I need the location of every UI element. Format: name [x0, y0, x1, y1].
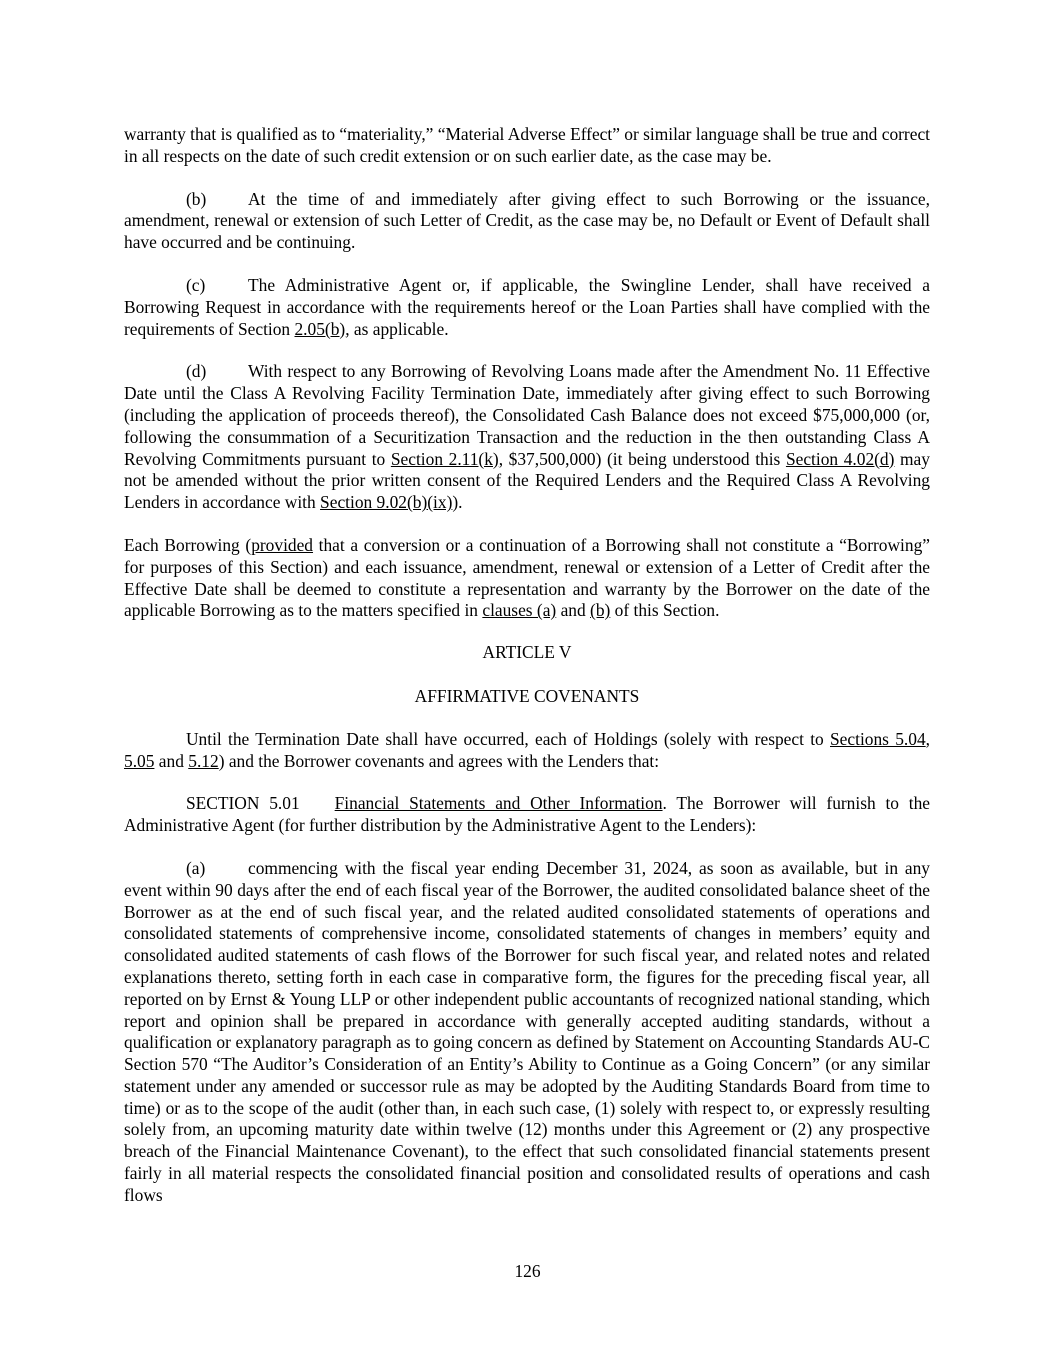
article-title: AFFIRMATIVE COVENANTS	[414, 685, 640, 706]
clause-b-label: (b)	[186, 188, 207, 209]
clause-d-label: (d)	[186, 361, 207, 382]
clause-a-label: (a)	[186, 857, 206, 878]
until-paragraph: Until the Termination Date shall have occurred, each of Holdings (solely with respect to Sections 5.04, 5.05 and 5.12) and the Borrower covenants and agrees with the Lenders that:	[124, 728, 930, 771]
clause-b-ref: (b)	[590, 600, 611, 621]
document-page	[124, 124, 930, 1207]
section-ref-2-11k: Section 2.11(k)	[390, 448, 499, 469]
section-5-05-ref: 5.05	[124, 750, 155, 771]
clauses-a-ref: clauses (a)	[482, 600, 557, 621]
clause-b-paragraph: (b) At the time of and immediately after giving effect to such Borrowing or the issuance, amendment, renewal or extension of such Letter of Credit, as the case may be, no Default or Event of Default shall have occurred and be continuing.	[124, 188, 930, 253]
section-ref-2-05b: 2.05(b)	[294, 318, 346, 339]
article-number: ARTICLE V	[482, 642, 572, 663]
each-borrowing-paragraph: Each Borrowing (provided that a conversion or a continuation of a Borrowing shall not constitute a “Borrowing” for purposes of this Section) and each issuance, amendment, renewal or extension of a Letter of Credit after the Effective Date shall be deemed to constitute a representation and warranty by the Borrower on the date of the applicable Borrowing as to the matters specified in clauses (a) and (b) of this Section.	[124, 534, 930, 621]
clause-c-paragraph: (c) The Administrative Agent or, if applicable, the Swingline Lender, shall have received a Borrowing Request in accordance with the requirements hereof or the Loan Parties shall have complied with the requirements of Section 2.05(b), as applicable.	[124, 274, 930, 339]
clause-d-paragraph: (d) With respect to any Borrowing of Revolving Loans made after the Amendment No. 11 Effective Date until the Class A Revolving Facility Termination Date, immediately after giving effect to such Borrowing (including the application of proceeds thereof), the Consolidated Cash Balance does not exceed $75,000,000 (or, following the consummation of a Securitization Transaction and the reduction in the then outstanding Class A Revolving Commitments pursuant to Section 2.11(k), $37,500,000) (it being understood this Section 4.02(d) may not be amended without the prior written consent of the Required Lenders and the Required Class A Revolving Lenders in accordance with Section 9.02(b)(ix)).	[124, 361, 930, 513]
section-5-12-ref: 5.12	[188, 750, 219, 771]
page-number: 126	[514, 1261, 541, 1281]
sections-5-04-ref: Sections 5.04	[830, 728, 926, 749]
section-ref-9-02bix: Section 9.02(b)(ix)	[320, 492, 453, 513]
clause-c-label: (c)	[186, 274, 206, 295]
section-5-01-heading: Financial Statements and Other Information	[334, 793, 663, 814]
clause-a-paragraph: (a) commencing with the fiscal year ending December 31, 2024, as soon as available, but in any event within 90 days after the end of each fiscal year of the Borrower, the audited consolidated balance sheet of the Borrower as at the end of such fiscal year, and the related audited consolidated statements of operations and consolidated statements of comprehensive income, consolidated statements of changes in members’ equity and consolidated audited statements of cash flows of the Borrower for such fiscal year, and related notes and related explanations thereto, setting forth in each case in comparative form, the figures for the preceding fiscal year, all reported on by Ernst & Young LLP or other independent public accountants of recognized national standing, which report and opinion shall be prepared in accordance with generally accepted auditing standards, without a qualification or explanatory paragraph as to going concern as defined by Statement on Accounting Standards AU-C Section 570 “The Auditor’s Consideration of an Entity’s Ability to Continue as a Going Concern” (or any similar statement under any amended or successor rule as may be adopted by the Auditing Standards Board from time to time) or as to the scope of the audit (other than, in each such case, (1) solely with respect to, or expressly resulting solely from, an upcoming maturity date within twelve (12) months under this Agreement or (2) any prospective breach of the Financial Maintenance Covenant), to the effect that such consolidated financial statements present fairly in all material respects the consolidated financial position and consolidated results of operations and cash flows	[124, 857, 930, 1205]
section-ref-4-02d: Section 4.02(d)	[785, 448, 895, 469]
section-5-01-number: SECTION 5.01	[186, 793, 300, 814]
section-5-01-paragraph: SECTION 5.01 Financial Statements and Other Information. The Borrower will furnish to the Administrative Agent (for further distribution by the Administrative Agent to the Lenders):	[124, 793, 930, 836]
intro-paragraph: warranty that is qualified as to “materiality,” “Material Adverse Effect” or similar language shall be true and correct in all respects on the date of such credit extension or on such earlier date, as the case may be.	[124, 124, 930, 166]
provided-term: provided	[251, 534, 314, 555]
